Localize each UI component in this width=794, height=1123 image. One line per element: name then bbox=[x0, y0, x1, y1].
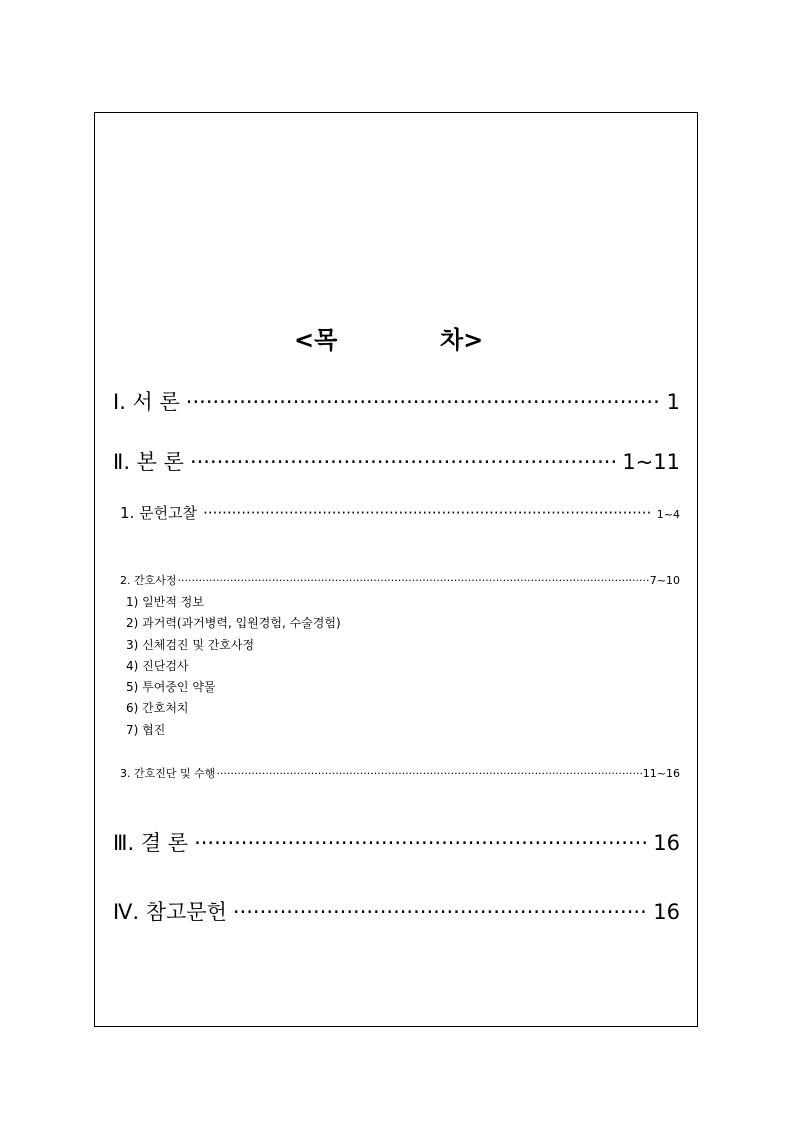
toc-entry-label: Ⅳ. 참고문헌 bbox=[113, 900, 227, 924]
toc-leader-dots bbox=[178, 574, 649, 587]
toc-subitem[interactable]: 7) 협진 bbox=[126, 723, 166, 737]
toc-leader-dots bbox=[190, 450, 616, 474]
toc-leader-dots bbox=[203, 504, 651, 522]
toc-entry-page: 1~11 bbox=[622, 450, 680, 474]
toc-entry-nursing-diagnosis[interactable] bbox=[120, 765, 680, 781]
toc-entry-label: Ⅰ. 서 론 bbox=[113, 390, 180, 414]
page-border bbox=[94, 112, 698, 1027]
toc-entry-page: 1 bbox=[666, 390, 680, 414]
toc-subitem[interactable]: 1) 일반적 정보 bbox=[126, 595, 204, 609]
toc-subitem[interactable]: 3) 신체검진 및 간호사정 bbox=[126, 638, 255, 652]
toc-entry-page: 11~16 bbox=[642, 767, 680, 780]
toc-entry-label: 3. 간호진단 및 수행 bbox=[120, 767, 216, 780]
toc-subitem[interactable]: 5) 투여중인 약물 bbox=[126, 680, 216, 694]
toc-entry-page: 16 bbox=[653, 831, 680, 855]
toc-entry-page: 16 bbox=[653, 900, 680, 924]
toc-leader-dots bbox=[194, 831, 647, 855]
toc-subitem[interactable]: 2) 과거력(과거병력, 입원경험, 수술경험) bbox=[126, 616, 341, 630]
toc-entry-label: Ⅲ. 결 론 bbox=[113, 831, 189, 855]
toc-entry-nursing-assessment[interactable] bbox=[120, 572, 680, 588]
toc-title-left: <목 bbox=[294, 326, 338, 354]
toc-entry-page: 7~10 bbox=[649, 574, 680, 587]
toc-entry-introduction[interactable] bbox=[113, 386, 680, 416]
toc-subitem[interactable]: 4) 진단검사 bbox=[126, 659, 189, 673]
toc-entry-label: Ⅱ. 본 론 bbox=[113, 450, 184, 474]
toc-entry-references[interactable] bbox=[113, 896, 680, 926]
toc-title-right: 차> bbox=[440, 326, 484, 354]
toc-leader-dots bbox=[216, 767, 641, 780]
toc-entry-literature-review[interactable] bbox=[120, 502, 680, 523]
toc-leader-dots bbox=[233, 900, 647, 924]
toc-entry-page: 1~4 bbox=[656, 508, 680, 521]
toc-entry-label: 1. 문헌고찰 bbox=[120, 504, 198, 522]
toc-entry-label: 2. 간호사정 bbox=[120, 574, 177, 587]
toc-entry-body[interactable] bbox=[113, 446, 680, 476]
toc-title bbox=[0, 320, 794, 354]
toc-subitem[interactable]: 6) 간호처치 bbox=[126, 701, 189, 715]
toc-entry-conclusion[interactable] bbox=[113, 827, 680, 857]
toc-leader-dots bbox=[186, 390, 661, 414]
